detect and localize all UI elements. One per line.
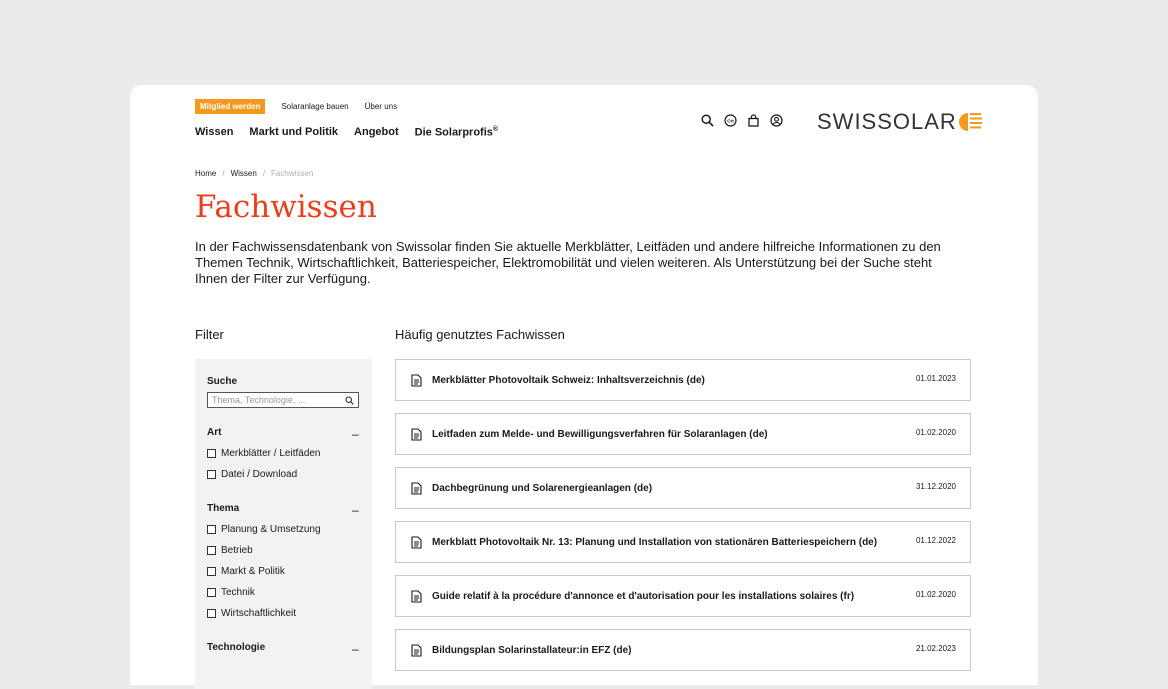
filter-group-thema[interactable]: Thema bbox=[207, 503, 240, 514]
breadcrumb-wissen[interactable]: Wissen bbox=[230, 169, 257, 178]
header-icons bbox=[700, 113, 783, 127]
become-member-button[interactable]: Mitglied werden bbox=[195, 99, 265, 114]
checkbox-datei-download[interactable] bbox=[207, 469, 297, 480]
checkbox-planung-umsetzung[interactable] bbox=[207, 524, 321, 535]
nav-item-solarprofis-label: Die Solarprofis bbox=[414, 126, 493, 139]
main-navigation bbox=[195, 126, 498, 139]
list-item[interactable] bbox=[395, 575, 971, 617]
checkbox-markt-politik[interactable] bbox=[207, 566, 285, 577]
shopping-bag-icon[interactable] bbox=[746, 113, 760, 127]
collapse-minus-icon[interactable]: – bbox=[352, 427, 359, 441]
list-item[interactable] bbox=[395, 359, 971, 401]
checkbox[interactable] bbox=[207, 470, 216, 479]
checkbox[interactable] bbox=[207, 609, 216, 618]
checkbox-label: Markt & Politik bbox=[221, 566, 285, 577]
checkbox[interactable] bbox=[207, 449, 216, 458]
logo-text: SWISSOLAR bbox=[817, 109, 957, 134]
checkbox-label: Wirtschaftlichkeit bbox=[221, 608, 297, 619]
search-label: Suche bbox=[207, 376, 238, 387]
item-title: Guide relatif à la procédure d'annonce et d'autorisation pour les installations solaires (fr) bbox=[432, 590, 855, 602]
filter-group-art[interactable]: Art bbox=[207, 427, 222, 438]
svg-text:CH: CH bbox=[726, 117, 734, 123]
search-field bbox=[207, 392, 359, 408]
nav-item-markt-und-politik[interactable]: Markt und Politik bbox=[249, 126, 339, 138]
checkbox-label: Merkblätter / Leitfäden bbox=[221, 448, 321, 459]
list-item[interactable] bbox=[395, 467, 971, 509]
item-date: 31.12.2020 bbox=[915, 482, 956, 491]
checkbox[interactable] bbox=[207, 546, 216, 555]
filter-heading: Filter bbox=[195, 327, 224, 342]
list-item[interactable] bbox=[395, 413, 971, 455]
top-bar bbox=[195, 99, 413, 114]
collapse-minus-icon[interactable]: – bbox=[352, 503, 359, 517]
checkbox[interactable] bbox=[207, 525, 216, 534]
breadcrumb bbox=[195, 169, 313, 178]
checkbox-label: Planung & Umsetzung bbox=[221, 524, 321, 535]
item-title: Merkblatt Photovoltaik Nr. 13: Planung und Installation von stationären Batteriespeichern (de) bbox=[432, 536, 878, 548]
checkbox-label: Betrieb bbox=[221, 545, 253, 556]
item-date: 01.02.2020 bbox=[915, 428, 956, 437]
breadcrumb-home[interactable]: Home bbox=[195, 169, 217, 178]
breadcrumb-current: Fachwissen bbox=[271, 169, 314, 178]
item-date: 01.12.2022 bbox=[915, 536, 956, 545]
item-date: 01.02.2020 bbox=[915, 590, 956, 599]
breadcrumb-separator: / bbox=[262, 169, 266, 178]
document-icon bbox=[411, 428, 422, 441]
item-date: 01.01.2023 bbox=[915, 374, 956, 383]
filter-panel bbox=[195, 359, 372, 689]
nav-item-solarprofis[interactable] bbox=[415, 126, 498, 139]
collapse-minus-icon[interactable]: – bbox=[352, 642, 359, 656]
checkbox[interactable] bbox=[207, 567, 216, 576]
search-icon[interactable] bbox=[700, 113, 714, 127]
item-title: Bildungsplan Solarinstallateur:in EFZ (de) bbox=[432, 644, 632, 656]
checkbox-label: Datei / Download bbox=[221, 469, 298, 480]
link-ueber-uns[interactable]: Über uns bbox=[364, 102, 398, 111]
item-title: Dachbegrünung und Solarenergieanlagen (de) bbox=[432, 482, 653, 494]
checkbox[interactable] bbox=[207, 588, 216, 597]
checkbox-wirtschaftlichkeit[interactable] bbox=[207, 608, 296, 619]
document-icon bbox=[411, 536, 422, 549]
list-item[interactable] bbox=[395, 629, 971, 671]
checkbox-label: Technik bbox=[221, 587, 255, 598]
checkbox-merkblaetter[interactable] bbox=[207, 448, 321, 459]
swissolar-logo[interactable] bbox=[817, 109, 983, 135]
item-date: 21.02.2023 bbox=[915, 644, 956, 653]
item-title: Leitfaden zum Melde- und Bewilligungsverfahren für Solaranlagen (de) bbox=[432, 428, 768, 440]
registered-mark: ® bbox=[492, 126, 499, 133]
filter-group-technologie[interactable]: Technologie bbox=[207, 642, 266, 653]
item-title: Merkblätter Photovoltaik Schweiz: Inhaltsverzeichnis (de) bbox=[432, 374, 705, 386]
intro-text: In der Fachwissensdatenbank von Swissolar finden Sie aktuelle Merkblätter, Leitfäden und andere hilfreiche Informationen zu den Themen Technik, Wirtschaftlichkeit, Batteriespeicher, Elektromobilität und vielen weiteren. Als Unterstützung bei der Suche steht Ihnen der Filter zur Verfügung. bbox=[195, 239, 941, 286]
document-icon bbox=[411, 590, 422, 603]
document-icon bbox=[411, 374, 422, 387]
document-icon bbox=[411, 482, 422, 495]
list-item[interactable] bbox=[395, 521, 971, 563]
link-solaranlage-bauen[interactable]: Solaranlage bauen bbox=[281, 102, 349, 111]
checkbox-technik[interactable] bbox=[207, 587, 255, 598]
page-card bbox=[130, 85, 1038, 685]
user-account-icon[interactable] bbox=[769, 113, 783, 127]
logo-sun-icon bbox=[959, 111, 983, 133]
nav-item-wissen[interactable]: Wissen bbox=[195, 126, 234, 138]
list-heading: Häufig genutztes Fachwissen bbox=[395, 327, 565, 342]
checkbox-betrieb[interactable] bbox=[207, 545, 253, 556]
page-title: Fachwissen bbox=[195, 189, 377, 225]
search-icon[interactable] bbox=[345, 396, 354, 405]
chf-currency-icon[interactable] bbox=[723, 113, 737, 127]
nav-item-angebot[interactable]: Angebot bbox=[354, 126, 399, 138]
search-input[interactable] bbox=[212, 395, 342, 405]
document-icon bbox=[411, 644, 422, 657]
breadcrumb-separator: / bbox=[222, 169, 225, 178]
